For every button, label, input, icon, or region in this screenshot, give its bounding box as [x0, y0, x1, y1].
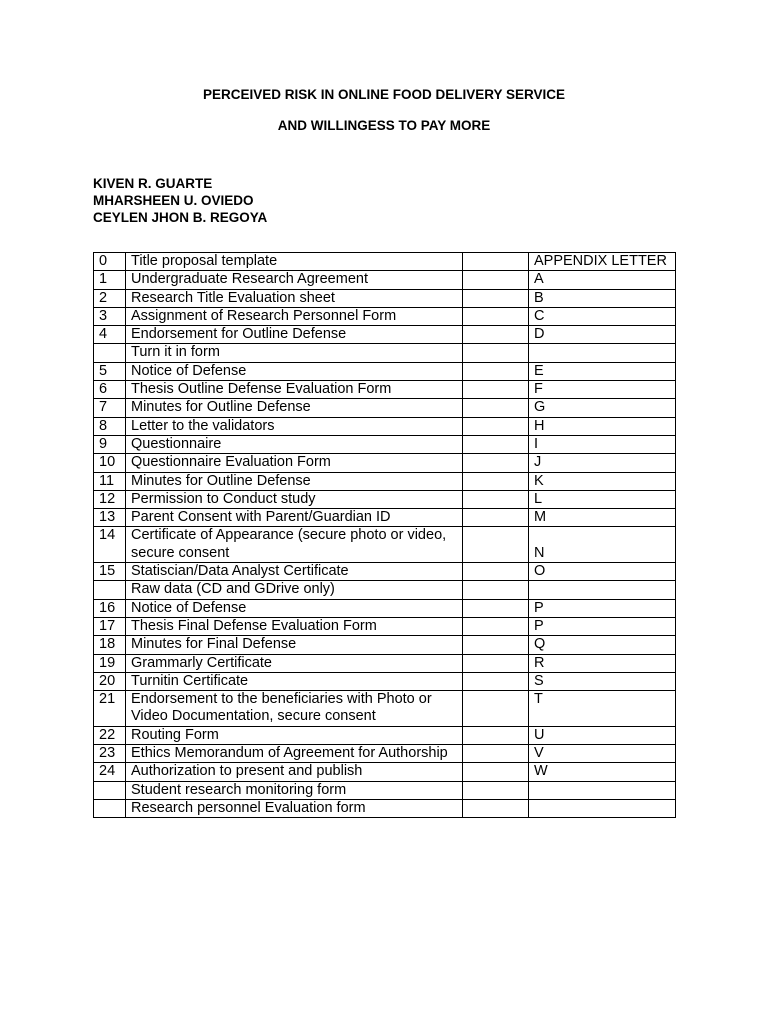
- table-row: [94, 636, 676, 654]
- appendix-table-body: [94, 253, 676, 818]
- blank-cell: [463, 381, 529, 399]
- blank-cell: [463, 253, 529, 271]
- table-row: [94, 691, 676, 727]
- row-number: 17: [94, 617, 126, 635]
- blank-cell: [463, 599, 529, 617]
- table-row: [94, 527, 676, 563]
- blank-cell: [463, 745, 529, 763]
- appendix-letter: A: [529, 271, 676, 289]
- document-title-line-1: PERCEIVED RISK IN ONLINE FOOD DELIVERY SERVICE: [202, 87, 566, 102]
- document-name: Notice of Defense: [126, 599, 463, 617]
- blank-cell: [463, 763, 529, 781]
- blank-cell: [463, 672, 529, 690]
- document-title-line-2: AND WILLINGESS TO PAY MORE: [277, 118, 491, 133]
- table-row: [94, 307, 676, 325]
- document-name: Permission to Conduct study: [126, 490, 463, 508]
- table-row: [94, 289, 676, 307]
- appendix-letter: J: [529, 454, 676, 472]
- appendix-table: [93, 252, 676, 818]
- table-row: [94, 563, 676, 581]
- row-number: 8: [94, 417, 126, 435]
- document-name: Title proposal template: [126, 253, 463, 271]
- document-name: Minutes for Final Defense: [126, 636, 463, 654]
- document-name: Thesis Outline Defense Evaluation Form: [126, 381, 463, 399]
- table-row: [94, 399, 676, 417]
- table-row: [94, 799, 676, 817]
- document-name: Minutes for Outline Defense: [126, 399, 463, 417]
- blank-cell: [463, 654, 529, 672]
- blank-cell: [463, 563, 529, 581]
- blank-cell: [463, 527, 529, 563]
- blank-cell: [463, 490, 529, 508]
- blank-cell: [463, 509, 529, 527]
- row-number: 18: [94, 636, 126, 654]
- appendix-letter: F: [529, 381, 676, 399]
- document-name: Undergraduate Research Agreement: [126, 271, 463, 289]
- table-row: [94, 362, 676, 380]
- blank-cell: [463, 581, 529, 599]
- row-number: 15: [94, 563, 126, 581]
- blank-cell: [463, 454, 529, 472]
- row-number: 3: [94, 307, 126, 325]
- blank-cell: [463, 362, 529, 380]
- table-row: [94, 490, 676, 508]
- document-name: Statiscian/Data Analyst Certificate: [126, 563, 463, 581]
- table-row: [94, 509, 676, 527]
- document-name: Assignment of Research Personnel Form: [126, 307, 463, 325]
- document-name: Endorsement for Outline Defense: [126, 326, 463, 344]
- blank-cell: [463, 781, 529, 799]
- document-name: Certificate of Appearance (secure photo or video, secure consent: [126, 527, 463, 563]
- row-number: [94, 581, 126, 599]
- blank-cell: [463, 799, 529, 817]
- row-number: 1: [94, 271, 126, 289]
- appendix-letter: APPENDIX LETTER: [529, 253, 676, 271]
- blank-cell: [463, 472, 529, 490]
- blank-cell: [463, 617, 529, 635]
- appendix-letter: B: [529, 289, 676, 307]
- row-number: [94, 781, 126, 799]
- row-number: [94, 799, 126, 817]
- document-name: Questionnaire: [126, 435, 463, 453]
- appendix-letter: R: [529, 654, 676, 672]
- document-name: Student research monitoring form: [126, 781, 463, 799]
- table-row: [94, 454, 676, 472]
- row-number: 6: [94, 381, 126, 399]
- table-row: [94, 417, 676, 435]
- appendix-letter: U: [529, 726, 676, 744]
- appendix-letter: W: [529, 763, 676, 781]
- row-number: 24: [94, 763, 126, 781]
- row-number: 9: [94, 435, 126, 453]
- table-row: [94, 435, 676, 453]
- table-row: [94, 271, 676, 289]
- blank-cell: [463, 289, 529, 307]
- blank-cell: [463, 399, 529, 417]
- appendix-letter: G: [529, 399, 676, 417]
- table-row: [94, 763, 676, 781]
- appendix-letter: N: [529, 527, 676, 563]
- row-number: 10: [94, 454, 126, 472]
- document-name: Thesis Final Defense Evaluation Form: [126, 617, 463, 635]
- author-list: [93, 175, 267, 226]
- row-number: 22: [94, 726, 126, 744]
- document-name: Minutes for Outline Defense: [126, 472, 463, 490]
- table-row: [94, 781, 676, 799]
- blank-cell: [463, 691, 529, 727]
- row-number: 12: [94, 490, 126, 508]
- appendix-letter: E: [529, 362, 676, 380]
- appendix-letter: [529, 799, 676, 817]
- blank-cell: [463, 417, 529, 435]
- blank-cell: [463, 726, 529, 744]
- author-name: KIVEN R. GUARTE: [93, 176, 213, 191]
- blank-cell: [463, 636, 529, 654]
- blank-cell: [463, 435, 529, 453]
- table-row: [94, 581, 676, 599]
- row-number: 7: [94, 399, 126, 417]
- appendix-letter: P: [529, 599, 676, 617]
- table-row: [94, 381, 676, 399]
- row-number: 23: [94, 745, 126, 763]
- appendix-letter: M: [529, 509, 676, 527]
- appendix-letter: Q: [529, 636, 676, 654]
- row-number: [94, 344, 126, 362]
- blank-cell: [463, 307, 529, 325]
- document-name: Questionnaire Evaluation Form: [126, 454, 463, 472]
- appendix-letter: S: [529, 672, 676, 690]
- table-row: [94, 472, 676, 490]
- appendix-letter: [529, 581, 676, 599]
- appendix-letter: P: [529, 617, 676, 635]
- row-number: 20: [94, 672, 126, 690]
- row-number: 5: [94, 362, 126, 380]
- appendix-letter: D: [529, 326, 676, 344]
- table-row: [94, 726, 676, 744]
- row-number: 21: [94, 691, 126, 727]
- table-row: [94, 326, 676, 344]
- row-number: 19: [94, 654, 126, 672]
- table-row: [94, 654, 676, 672]
- table-row: [94, 253, 676, 271]
- row-number: 16: [94, 599, 126, 617]
- appendix-letter: L: [529, 490, 676, 508]
- document-name: Authorization to present and publish: [126, 763, 463, 781]
- row-number: 0: [94, 253, 126, 271]
- row-number: 14: [94, 527, 126, 563]
- document-name: Raw data (CD and GDrive only): [126, 581, 463, 599]
- document-name: Ethics Memorandum of Agreement for Authorship: [126, 745, 463, 763]
- document-name: Parent Consent with Parent/Guardian ID: [126, 509, 463, 527]
- document-name: Research personnel Evaluation form: [126, 799, 463, 817]
- blank-cell: [463, 326, 529, 344]
- appendix-letter: O: [529, 563, 676, 581]
- blank-cell: [463, 344, 529, 362]
- appendix-letter: H: [529, 417, 676, 435]
- row-number: 4: [94, 326, 126, 344]
- row-number: 13: [94, 509, 126, 527]
- appendix-letter: V: [529, 745, 676, 763]
- document-name: Research Title Evaluation sheet: [126, 289, 463, 307]
- document-name: Endorsement to the beneficiaries with Photo or Video Documentation, secure consent: [126, 691, 463, 727]
- appendix-letter: C: [529, 307, 676, 325]
- document-name: Routing Form: [126, 726, 463, 744]
- appendix-letter: K: [529, 472, 676, 490]
- row-number: 11: [94, 472, 126, 490]
- table-row: [94, 599, 676, 617]
- appendix-letter: [529, 781, 676, 799]
- document-name: Grammarly Certificate: [126, 654, 463, 672]
- document-name: Turnitin Certificate: [126, 672, 463, 690]
- table-row: [94, 344, 676, 362]
- appendix-letter: [529, 344, 676, 362]
- document-name: Letter to the validators: [126, 417, 463, 435]
- appendix-letter: I: [529, 435, 676, 453]
- document-name: Notice of Defense: [126, 362, 463, 380]
- row-number: 2: [94, 289, 126, 307]
- author-name: CEYLEN JHON B. REGOYA: [93, 210, 268, 225]
- table-row: [94, 617, 676, 635]
- appendix-letter: T: [529, 691, 676, 727]
- author-name: MHARSHEEN U. OVIEDO: [93, 193, 254, 208]
- table-row: [94, 745, 676, 763]
- table-row: [94, 672, 676, 690]
- document-name: Turn it in form: [126, 344, 463, 362]
- blank-cell: [463, 271, 529, 289]
